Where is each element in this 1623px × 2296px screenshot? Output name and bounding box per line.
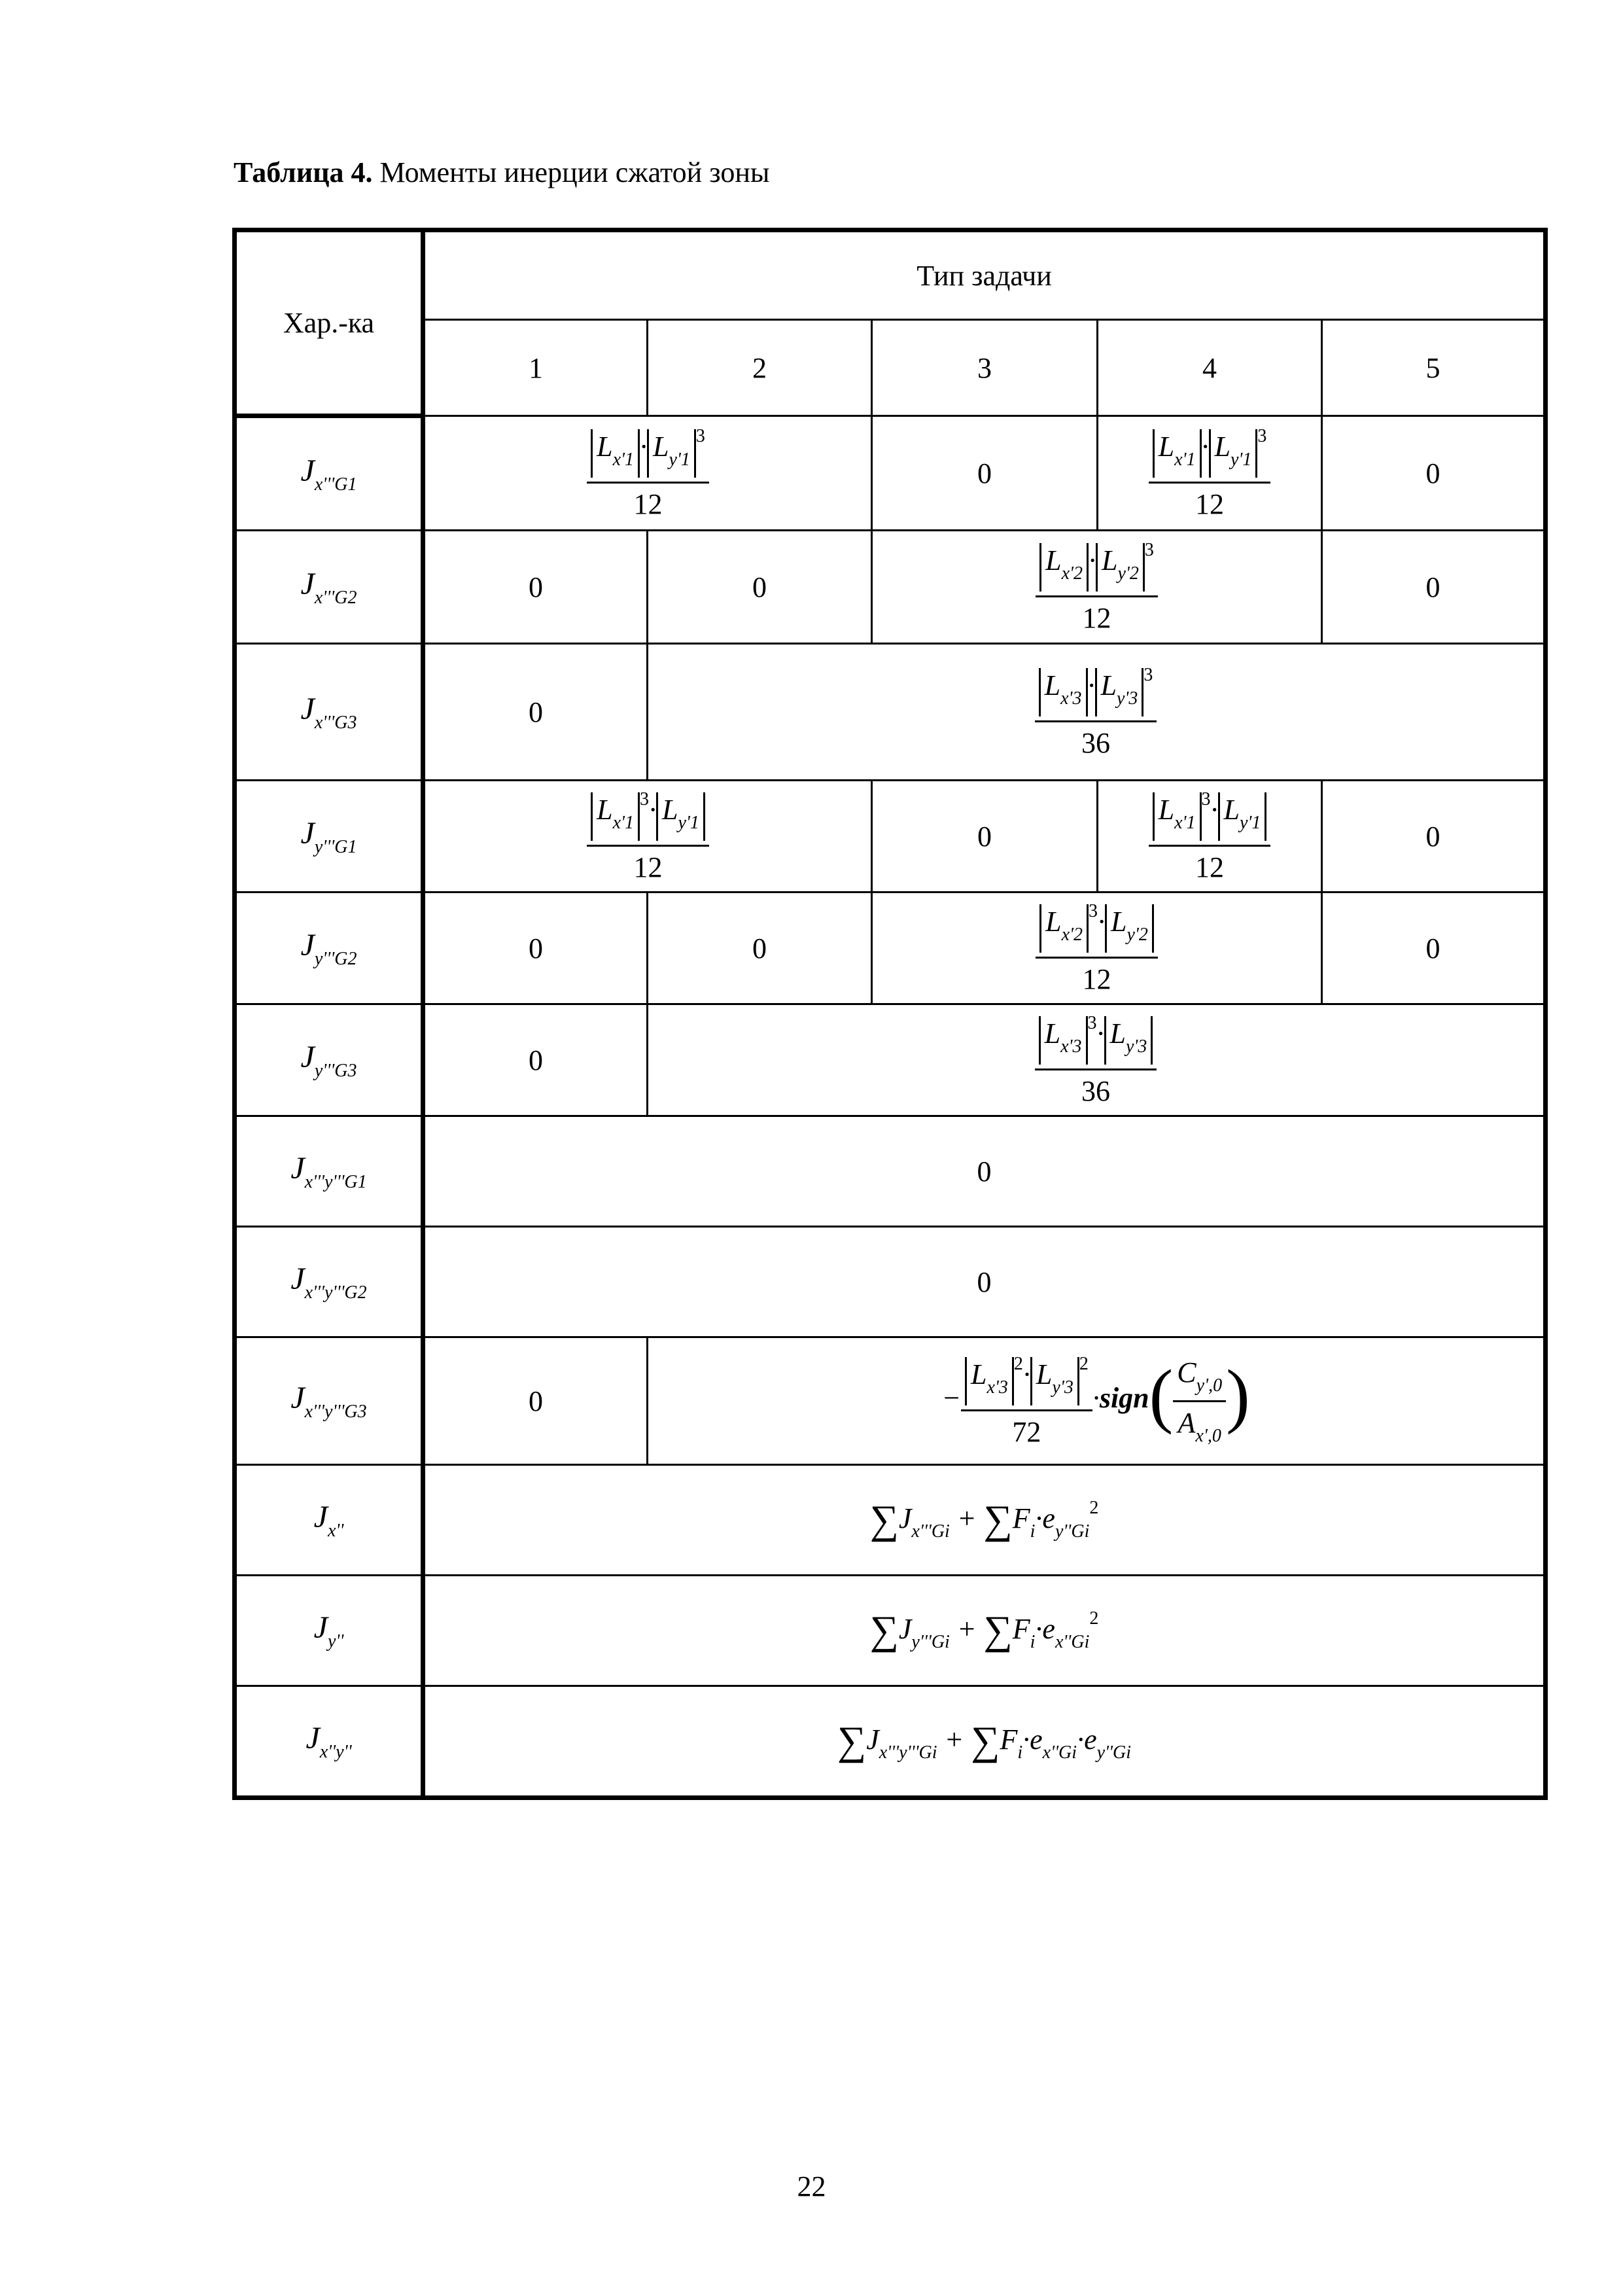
formula-cell: $\frac{L_{x'2}^3\cdot L_{y'2}}{12}$ <box>872 892 1322 1004</box>
formula-cell: $\frac{L_{x'1}^3\cdot L_{y'1}}{12}$ <box>423 781 872 892</box>
formula-cell: − $\frac{L_{x'3}^2\cdot L_{y'3}^2}{72}$ ·sign( $\frac{C_{y',0}}{A_{x',0}}$ ) <box>648 1337 1546 1465</box>
row-label-jy-g3: $J_{y'''G3}$ <box>235 1004 423 1116</box>
zero-cell: 0 <box>423 1227 1546 1337</box>
row-label-jxy: $J_{x''y''}$ <box>235 1686 423 1798</box>
zero-cell: 0 <box>423 892 648 1004</box>
task-number-1: 1 <box>423 320 648 416</box>
zero-cell: 0 <box>648 531 872 644</box>
formula-cell: $\frac{L_{x'1} \cdot L_{y'1}^3}{12}$ <box>1098 416 1322 531</box>
formula-cell: $\frac{L_{x'3} \cdot L_{y'3}^3}{36}$ <box>648 644 1546 781</box>
row-label-jx-g3: $J_{x'''G3}$ <box>235 644 423 781</box>
task-number-3: 3 <box>872 320 1098 416</box>
caption-text: Моменты инерции сжатой зоны <box>372 156 770 188</box>
header-characteristic: Хар.-ка <box>235 230 423 416</box>
row-label-jy-g1: $J_{y'''G1}$ <box>235 781 423 892</box>
formula-cell: $\frac{L_{x'3}^3\cdot L_{y'3}}{36}$ <box>648 1004 1546 1116</box>
formula-cell: $\sum J_{x'''Gi} + \sum F_i\cdot e_{y''Gi}^2$ <box>423 1465 1546 1576</box>
row-label-jx-g2: $J_{x'''G2}$ <box>235 531 423 644</box>
zero-cell: 0 <box>648 892 872 1004</box>
zero-cell: 0 <box>1322 781 1546 892</box>
header-task-type: Тип задачи <box>423 230 1546 320</box>
zero-cell: 0 <box>1322 531 1546 644</box>
formula-cell: $\sum J_{y'''Gi} + \sum F_i\cdot e_{x''Gi}^2$ <box>423 1576 1546 1686</box>
zero-cell: 0 <box>423 1337 648 1465</box>
table-caption <box>234 156 769 189</box>
zero-cell: 0 <box>423 644 648 781</box>
zero-cell: 0 <box>423 531 648 644</box>
row-label-jxy-g1: $J_{x'''y'''G1}$ <box>235 1116 423 1227</box>
row-label-jxy-g3: $J_{x'''y'''G3}$ <box>235 1337 423 1465</box>
task-number-5: 5 <box>1322 320 1546 416</box>
row-label-jx: $J_{x''}$ <box>235 1465 423 1576</box>
row-label-jy-g2: $J_{y'''G2}$ <box>235 892 423 1004</box>
row-label-jy: $J_{y''}$ <box>235 1576 423 1686</box>
task-number-2: 2 <box>648 320 872 416</box>
zero-cell: 0 <box>423 1116 1546 1227</box>
page-number: 22 <box>797 2170 826 2202</box>
task-number-4: 4 <box>1098 320 1322 416</box>
zero-cell: 0 <box>872 781 1098 892</box>
row-label-jx-g1: $J_{x'''G1}$ <box>235 416 423 531</box>
formula-cell: $\sum J_{x'''y'''Gi} + \sum F_i\cdot e_{x''Gi}\cdot e_{y''Gi}$ <box>423 1686 1546 1798</box>
zero-cell: 0 <box>1322 416 1546 531</box>
zero-cell: 0 <box>423 1004 648 1116</box>
moments-table <box>232 228 1548 1800</box>
formula-cell: $\frac{L_{x'1} \cdot L_{y'1}^3}{12}$ <box>423 416 872 531</box>
formula-cell: $\frac{L_{x'2} \cdot L_{y'2}^3}{12}$ <box>872 531 1322 644</box>
formula-cell: $\frac{L_{x'1}^3\cdot L_{y'1}}{12}$ <box>1098 781 1322 892</box>
zero-cell: 0 <box>872 416 1098 531</box>
zero-cell: 0 <box>1322 892 1546 1004</box>
caption-bold: Таблица 4. <box>234 156 373 188</box>
row-label-jxy-g2: $J_{x'''y'''G2}$ <box>235 1227 423 1337</box>
